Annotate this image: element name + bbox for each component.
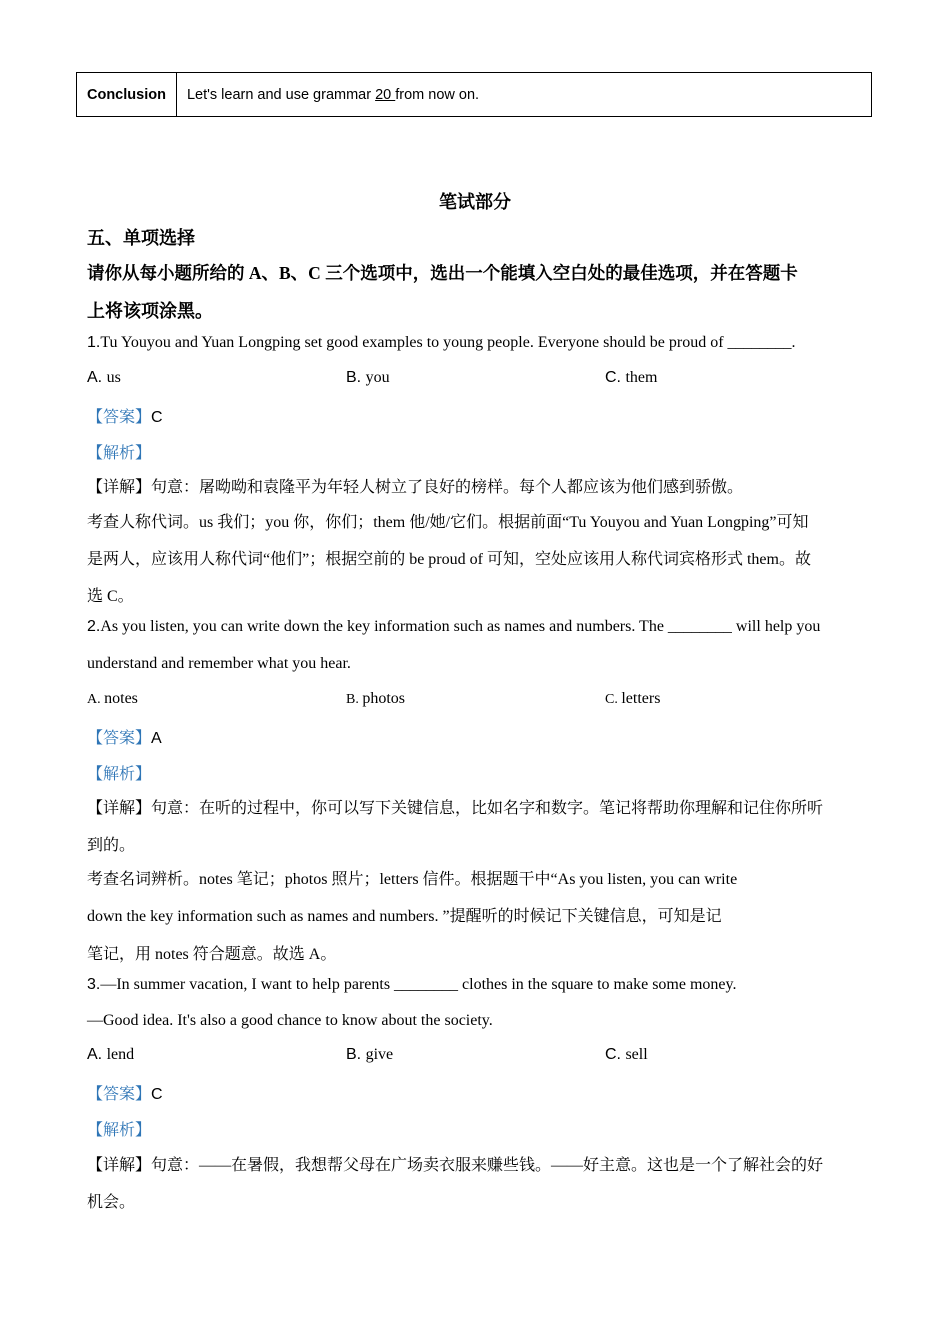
option-text: letters bbox=[621, 690, 661, 707]
blank-20: 20 bbox=[375, 86, 396, 103]
conclusion-text-before: Let's learn and use grammar bbox=[186, 86, 376, 103]
question-2-detail-line-5: 笔记，用 notes 符合题意。故选 A。 bbox=[87, 946, 337, 963]
option-letter: B. bbox=[346, 369, 366, 386]
question-1-number: 1. bbox=[87, 334, 101, 351]
conclusion-table bbox=[76, 72, 872, 117]
question-2-detail-line-1: 【详解】句意：在听的过程中，你可以写下关键信息，比如名字和数字。笔记将帮助你理解和记住你所听 bbox=[87, 800, 824, 817]
question-1-detail-line-4: 选 C。 bbox=[87, 588, 134, 605]
option-letter: A. bbox=[87, 369, 107, 386]
question-1-stem-line-1: Tu Youyou and Yuan Longping set good examples to young people. Everyone should be proud of ________. bbox=[100, 334, 796, 351]
question-3-option-c bbox=[605, 1046, 648, 1064]
question-3-detail-line-2: 机会。 bbox=[87, 1194, 136, 1211]
question-3-stem-line-2: —Good idea. It's also a good chance to know about the society. bbox=[87, 1012, 493, 1029]
option-text: them bbox=[625, 369, 658, 386]
option-letter: C. bbox=[605, 1046, 626, 1063]
answer-value: A bbox=[151, 730, 162, 747]
question-1-option-a bbox=[87, 369, 121, 387]
question-1-analysis-label: 【解析】 bbox=[87, 445, 152, 462]
table-row bbox=[77, 73, 872, 117]
option-text: notes bbox=[104, 690, 138, 707]
question-3-detail-line-1: 【详解】句意：——在暑假，我想帮父母在广场卖衣服来赚些钱。——好主意。这也是一个了解社会的好 bbox=[87, 1157, 824, 1174]
question-1-detail-line-3: 是两人，应该用人称代词“他们”；根据空前的 be proud of 可知，空处应该用人称代词宾格形式 them。故 bbox=[87, 551, 811, 568]
option-text: sell bbox=[625, 1046, 648, 1063]
conclusion-label: Conclusion bbox=[77, 73, 177, 117]
answer-value: C bbox=[151, 1086, 163, 1103]
option-text: photos bbox=[362, 690, 406, 707]
question-1-answer bbox=[87, 404, 877, 427]
question-2-option-c bbox=[605, 690, 660, 708]
question-3-option-a bbox=[87, 1046, 134, 1064]
question-2-stem bbox=[87, 618, 877, 636]
option-text: give bbox=[365, 1046, 394, 1063]
option-text: us bbox=[106, 369, 121, 386]
option-letter: B. bbox=[346, 692, 363, 707]
answer-label: 【答案】 bbox=[87, 409, 152, 426]
answer-label: 【答案】 bbox=[87, 1086, 152, 1103]
question-1-stem bbox=[87, 334, 877, 352]
answer-value: C bbox=[151, 409, 163, 426]
question-3-analysis-label: 【解析】 bbox=[87, 1122, 152, 1139]
question-2-option-b bbox=[346, 690, 405, 708]
question-1-option-c bbox=[605, 369, 657, 387]
question-3-stem bbox=[87, 976, 877, 994]
answer-label: 【答案】 bbox=[87, 730, 152, 747]
part-title: 五、单项选择 bbox=[87, 228, 195, 248]
option-text: lend bbox=[106, 1046, 135, 1063]
option-letter: A. bbox=[87, 1046, 107, 1063]
instruction-line-1: 请你从每小题所给的 A、B、C 三个选项中，选出一个能填入空白处的最佳选项，并在答题卡 bbox=[87, 263, 798, 283]
question-1-detail-line-2: 考查人称代词。us 我们；you 你，你们；them 他/她/它们。根据前面“Tu Youyou and Yuan Longping”可知 bbox=[87, 514, 809, 531]
option-letter: B. bbox=[346, 1046, 366, 1063]
option-letter: C. bbox=[605, 692, 622, 707]
question-2-detail-line-4: down the key information such as names and numbers. ”提醒听的时候记下关键信息，可知是记 bbox=[87, 908, 722, 925]
question-1-detail-line-1: 【详解】句意：屠呦呦和袁隆平为年轻人树立了良好的榜样。每个人都应该为他们感到骄傲。 bbox=[87, 479, 744, 496]
question-2-number: 2. bbox=[87, 618, 101, 635]
conclusion-text bbox=[176, 73, 871, 117]
instruction-line-2: 上将该项涂黑。 bbox=[87, 301, 213, 321]
option-letter: A. bbox=[87, 692, 105, 707]
option-letter: C. bbox=[605, 369, 626, 386]
question-2-option-a bbox=[87, 690, 138, 708]
question-2-analysis-label: 【解析】 bbox=[87, 766, 152, 783]
question-3-answer bbox=[87, 1081, 877, 1104]
option-text: you bbox=[365, 369, 390, 386]
question-3-stem-line-1: —In summer vacation, I want to help parents ________ clothes in the square to make some money. bbox=[100, 976, 737, 993]
section-title: 笔试部分 bbox=[439, 192, 511, 212]
question-1-option-b bbox=[346, 369, 390, 387]
conclusion-text-after: from now on. bbox=[395, 86, 480, 103]
question-2-stem-line-2: understand and remember what you hear. bbox=[87, 655, 351, 672]
question-3-option-b bbox=[346, 1046, 393, 1064]
question-2-stem-line-1: As you listen, you can write down the key information such as names and numbers. The ________ will help you bbox=[100, 618, 821, 635]
question-2-answer bbox=[87, 725, 877, 748]
question-2-detail-line-2: 到的。 bbox=[87, 837, 136, 854]
question-3-number: 3. bbox=[87, 976, 101, 993]
question-2-detail-line-3: 考查名词辨析。notes 笔记；photos 照片；letters 信件。根据题干中“As you listen, you can write bbox=[87, 871, 738, 888]
